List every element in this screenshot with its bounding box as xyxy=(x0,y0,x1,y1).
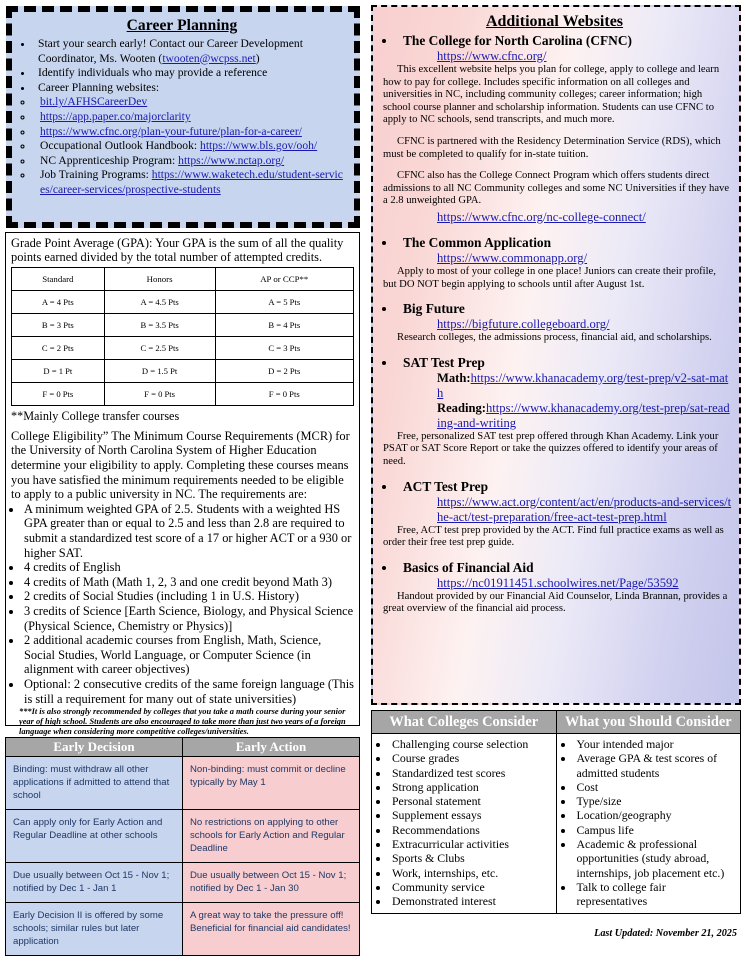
gpa-scale-table xyxy=(11,267,354,406)
spacer xyxy=(397,225,732,234)
cfnc-college-connect-link[interactable]: https://www.cfnc.org/nc-college-connect/ xyxy=(437,209,646,224)
eligibility-item: • 3 credits of Science [Earth Science, Biology, and Physical Science (Physical Science, Chemistry or Physics)] xyxy=(23,604,354,633)
spacer xyxy=(397,345,732,354)
colleges-consider-cell xyxy=(372,734,557,914)
list-item: • Challenging course selection xyxy=(390,737,554,751)
table-row xyxy=(6,810,360,863)
gpa-footnote: **Mainly College transfer courses xyxy=(11,408,180,423)
sat-reading-label: Reading: xyxy=(437,400,486,415)
table-header-row xyxy=(6,738,360,757)
career-bullet-contact-close: ) xyxy=(255,51,260,65)
eligibility-item: • 2 additional academic courses from English, Math, Science, Social Studies, World Language, or Computer Science (in alignment with career objectives) xyxy=(23,633,354,677)
career-website-item xyxy=(34,139,348,154)
table-row xyxy=(6,903,360,956)
bigfuture-link[interactable]: https://bigfuture.collegeboard.org/ xyxy=(437,317,610,332)
colleges-consider-list xyxy=(374,737,554,909)
career-website-link[interactable]: https://app.paper.co/majorclarity xyxy=(40,109,191,123)
list-item: • Standardized test scores xyxy=(390,766,554,780)
eligibility-item: • 2 credits of Social Studies (including 1 in U.S. History) xyxy=(23,589,354,604)
consider-table xyxy=(371,710,741,914)
gpa-cell: D = 2 Pts xyxy=(215,359,354,382)
list-item: • Campus life xyxy=(575,823,739,837)
website-heading: • Basics of Financial Aid xyxy=(403,559,534,575)
career-website-link[interactable]: https://www.nctap.org/ xyxy=(178,153,285,167)
table-row xyxy=(372,734,741,914)
spacer xyxy=(397,291,732,300)
additional-websites-list xyxy=(377,32,732,616)
early-action-cell: A great way to take the pressure off! Beneficial for financial aid candidates! xyxy=(183,903,360,956)
eligibility-footnote: ***It is also strongly recommended by colleges that you take a math course during your senior year of high school. Students are also encouraged to take more than just two years of a foreign language when considering more competitive colleges/universities. xyxy=(19,707,346,736)
career-website-item xyxy=(34,95,348,110)
gpa-cell: A = 5 Pts xyxy=(215,290,354,313)
spacer xyxy=(397,469,732,478)
gpa-col-header: Honors xyxy=(104,267,215,290)
cfnc-link[interactable]: https://www.cfnc.org/ xyxy=(437,49,547,63)
eligibility-item: • A minimum weighted GPA of 2.5. Students with a weighted HS GPA greater than or equal to 2.5 and less than 2.8 are required to submit a standardized test score of a 17 or higher ACT or a 930 or higher SAT. xyxy=(23,502,354,560)
early-action-cell: No restrictions on applying to other schools for Early Action and Regular Deadline xyxy=(183,810,360,863)
sat-reading-link[interactable]: https://www.khanacademy.org/test-prep/sat-reading-and-writing xyxy=(437,400,730,430)
career-planning-box xyxy=(6,6,360,228)
table-header-row xyxy=(372,711,741,734)
career-website-label: NC Apprenticeship Program: xyxy=(40,153,179,167)
column-header-early-decision: Early Decision xyxy=(6,738,183,757)
gpa-cell: B = 3 Pts xyxy=(12,313,105,336)
list-item: • Your intended major xyxy=(575,737,739,751)
website-description: Free, ACT test prep provided by the ACT. Find full practice exams as well as order their free test prep guide. xyxy=(383,524,724,549)
website-heading: • SAT Test Prep xyxy=(403,354,485,370)
you-consider-list xyxy=(559,737,739,909)
eligibility-intro: College Eligibility” The Minimum Course Requirements (MCR) for the University of North Carolina System of Higher Education determine your eligibility to apply. Completing these courses means you have satisfied the minimum requirements needed to be eligible to apply to a public university in NC. The requirements are: xyxy=(11,428,350,502)
table-row xyxy=(12,267,354,290)
website-heading: • Big Future xyxy=(403,301,465,317)
commonapp-link[interactable]: https://www.commonapp.org/ xyxy=(437,250,588,265)
gpa-col-header: AP or CCP** xyxy=(215,267,354,290)
early-decision-cell: Due usually between Oct 15 - Nov 1; notified by Dec 1 - Jan 1 xyxy=(6,863,183,903)
list-item: • Sports & Clubs xyxy=(390,851,554,865)
website-entry-act-test-prep xyxy=(383,478,732,550)
career-bullet-contact-text: Start your search early! Contact our Career Development Coordinator, Ms. Wooten ( xyxy=(38,37,303,65)
website-description: This excellent website helps you plan for college, apply to college and learn how to pay for college. Includes specific information on all colleges and universities in NC, including community colleges; career information; high school course planner and scholarship information. Students can use CFNC to apply to NC schools, send transcripts, and much more. xyxy=(383,64,720,126)
additional-websites-title: Additional Websites xyxy=(485,13,624,30)
list-item: • Extracurricular activities xyxy=(390,837,554,851)
gpa-intro-text: Grade Point Average (GPA): Your GPA is the sum of all the quality points earned divided by the total number of attempted credits. xyxy=(11,236,344,265)
list-item: • Personal statement xyxy=(390,794,554,808)
list-item: • Work, internships, etc. xyxy=(390,866,554,880)
early-action-cell: Non-binding: must commit or decline typically by May 1 xyxy=(183,757,360,810)
gpa-cell: F = 0 Pts xyxy=(215,382,354,405)
gpa-cell: B = 3.5 Pts xyxy=(104,313,215,336)
eligibility-item: • 4 credits of Math (Math 1, 2, 3 and one credit beyond Math 3) xyxy=(23,575,354,590)
website-entry-common-app xyxy=(383,234,732,291)
gpa-cell: C = 2.5 Pts xyxy=(104,336,215,359)
career-website-item xyxy=(34,125,348,140)
table-row xyxy=(12,359,354,382)
counselor-email-link[interactable]: twooten@wcpss.net xyxy=(162,51,256,65)
career-website-label: Job Training Programs: xyxy=(40,168,152,182)
table-row xyxy=(12,382,354,405)
spacer xyxy=(397,550,732,559)
left-column xyxy=(0,0,366,969)
list-item: • Demonstrated interest xyxy=(390,894,554,908)
list-item: • Community service xyxy=(390,880,554,894)
career-bullet-websites: • Career Planning websites: xyxy=(34,81,348,96)
website-description: Research colleges, the admissions process, financial aid, and scholarships. xyxy=(397,332,712,344)
list-item: • Type/size xyxy=(575,794,739,808)
career-website-label: Occupational Outlook Handbook: xyxy=(40,139,201,153)
early-decision-cell: Can apply only for Early Action and Regular Deadline at other schools xyxy=(6,810,183,863)
list-item: • Cost xyxy=(575,780,739,794)
early-decision-cell: Binding: must withdraw all other applications if admitted to attend that school xyxy=(6,757,183,810)
consider-table-wrap xyxy=(371,710,741,914)
career-planning-title: Career Planning xyxy=(126,17,238,34)
website-description: CFNC also has the College Connect Program which offers students direct admissions to all NC Community colleges and some NC Universities if they have a 2.8 unweighted GPA. xyxy=(383,170,730,207)
website-entry-cfnc xyxy=(383,32,732,225)
gpa-cell: A = 4 Pts xyxy=(12,290,105,313)
list-item: • Talk to college fair representatives xyxy=(575,880,739,909)
gpa-cell: F = 0 Pts xyxy=(104,382,215,405)
website-entry-financial-aid xyxy=(383,559,732,616)
website-heading: • The Common Application xyxy=(403,234,552,250)
early-decision-action-table xyxy=(5,737,360,956)
eligibility-item: • 4 credits of English xyxy=(23,560,354,575)
website-description: Free, personalized SAT test prep offered through Khan Academy. Link your PSAT or SAT Score Report or take the quizzes offered to identify your areas of need. xyxy=(383,430,719,467)
sat-reading-row xyxy=(437,401,732,431)
career-website-link[interactable]: https://www.waketech.edu/student-services/career-services/prospective-students xyxy=(40,168,343,196)
table-row xyxy=(6,863,360,903)
gpa-cell: D = 1 Pt xyxy=(12,359,105,382)
website-description: Apply to most of your college in one place! Juniors can create their profile, but DO NOT begin applying to schools until after August 1st. xyxy=(383,265,716,290)
act-test-prep-link[interactable]: https://www.act.org/content/act/en/products-and-services/the-act/test-preparation/free-act-test-prep.html xyxy=(437,494,732,524)
table-row xyxy=(12,313,354,336)
gpa-eligibility-box xyxy=(5,232,360,736)
career-website-item xyxy=(34,154,348,169)
career-website-item xyxy=(34,168,348,197)
column-header-colleges-consider: What Colleges Consider xyxy=(372,711,557,734)
gpa-cell: D = 1.5 Pt xyxy=(104,359,215,382)
additional-websites-box xyxy=(371,5,741,705)
list-item: • Recommendations xyxy=(390,823,554,837)
gpa-cell: F = 0 Pts xyxy=(12,382,105,405)
table-row xyxy=(12,290,354,313)
list-item: • Average GPA & test scores of admitted students xyxy=(575,751,739,780)
career-website-list xyxy=(16,95,348,197)
gpa-cell: C = 2 Pts xyxy=(12,336,105,359)
early-decision-action-table-wrap xyxy=(5,737,360,956)
list-item: • Course grades xyxy=(390,751,554,765)
gpa-cell: C = 3 Pts xyxy=(215,336,354,359)
column-header-early-action: Early Action xyxy=(183,738,360,757)
early-action-cell: Due usually between Oct 15 - Nov 1; notified by Dec 1 - Jan 30 xyxy=(183,863,360,903)
eligibility-requirements-list xyxy=(11,502,354,706)
sat-math-link[interactable]: https://www.khanacademy.org/test-prep/v2-sat-math xyxy=(437,370,729,400)
table-row xyxy=(12,336,354,359)
table-row xyxy=(6,757,360,810)
list-item: • Strong application xyxy=(390,780,554,794)
career-website-link[interactable]: bit.ly/AFHSCareerDev xyxy=(40,95,148,109)
career-website-link[interactable]: https://www.bls.gov/ooh/ xyxy=(200,139,318,153)
website-heading: • The College for North Carolina (CFNC) xyxy=(403,33,632,48)
gpa-cell: B = 4 Pts xyxy=(215,313,354,336)
last-updated-text: Last Updated: November 21, 2025 xyxy=(594,928,737,939)
career-planning-bullets xyxy=(16,37,348,95)
website-description: CFNC is partnered with the Residency Determination Service (RDS), which must be completed to qualify for in-state tuition. xyxy=(383,135,721,160)
list-item: • Academic & professional opportunities (study abroad, internships, job placement etc.) xyxy=(575,837,739,880)
list-item: • Location/geography xyxy=(575,808,739,822)
website-entry-big-future xyxy=(397,300,732,345)
sat-math-label: Math: xyxy=(437,370,471,385)
website-heading: • ACT Test Prep xyxy=(403,478,489,494)
eligibility-item: • Optional: 2 consecutive credits of the same foreign language (This is still a requirement for many out of state universities) xyxy=(23,677,354,706)
website-description: Handout provided by our Financial Aid Counselor, Linda Brannan, provides a great overview of the financial aid process. xyxy=(383,590,728,615)
list-item: • Supplement essays xyxy=(390,808,554,822)
gpa-cell: A = 4.5 Pts xyxy=(104,290,215,313)
financial-aid-link[interactable]: https://nc01911451.schoolwires.net/Page/53592 xyxy=(437,575,679,590)
gpa-col-header: Standard xyxy=(12,267,105,290)
sat-math-row xyxy=(437,371,732,401)
career-website-link[interactable]: https://www.cfnc.org/plan-your-future/plan-for-a-career/ xyxy=(40,124,302,138)
you-consider-cell xyxy=(556,734,741,914)
column-header-you-consider: What you Should Consider xyxy=(556,711,741,734)
career-website-item xyxy=(34,110,348,125)
career-bullet-contact xyxy=(34,37,348,66)
career-bullet-reference: • Identify individuals who may provide a reference xyxy=(34,66,348,81)
early-decision-cell: Early Decision II is offered by some schools; similar rules but later application xyxy=(6,903,183,956)
website-entry-sat-test-prep xyxy=(383,354,732,469)
